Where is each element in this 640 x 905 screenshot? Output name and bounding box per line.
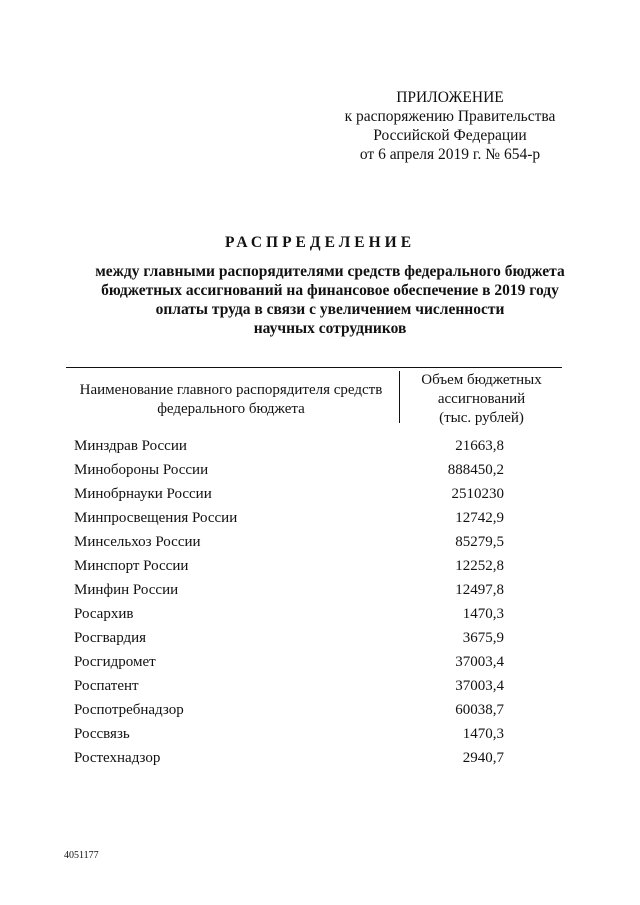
document-code: 4051177 <box>64 850 99 861</box>
document-subtitle <box>60 262 600 338</box>
appendix-date-line: от 6 апреля 2019 г. № 654-р <box>359 146 541 163</box>
row-name: Роспотребнадзор <box>74 702 184 718</box>
table-row <box>74 678 504 702</box>
subtitle-line: оплаты труда в связи с увеличением численности <box>155 301 505 318</box>
row-value: 37003,4 <box>455 654 504 670</box>
row-name: Ростехнадзор <box>74 750 161 766</box>
row-value: 1470,3 <box>462 726 504 742</box>
row-value: 2940,7 <box>462 750 504 766</box>
header-name-line: федерального бюджета <box>157 401 305 417</box>
row-name: Минфин России <box>74 582 179 598</box>
subtitle-line: бюджетных ассигнований на финансовое обеспечение в 2019 году <box>101 282 559 299</box>
row-value: 60038,7 <box>455 702 504 718</box>
row-name: Минспорт России <box>74 558 189 574</box>
row-name: Росархив <box>74 606 134 622</box>
row-value: 3675,9 <box>462 630 504 646</box>
table-row <box>74 750 504 774</box>
appendix-title: ПРИЛОЖЕНИЕ <box>396 89 504 106</box>
table-row <box>74 606 504 630</box>
row-name: Минобороны России <box>74 462 209 478</box>
row-name: Минпросвещения России <box>74 510 238 526</box>
row-name: Минздрав России <box>74 438 187 454</box>
header-value-line: (тыс. рублей) <box>439 410 524 426</box>
table-row <box>74 438 504 462</box>
appendix-block <box>300 88 600 164</box>
appendix-line: к распоряжению Правительства <box>344 108 556 125</box>
document-title: РАСПРЕДЕЛЕНИЕ <box>224 234 416 251</box>
header-divider <box>399 371 400 423</box>
row-value: 21663,8 <box>455 438 504 454</box>
row-name: Росгидромет <box>74 654 156 670</box>
table-row <box>74 534 504 558</box>
table-row <box>74 654 504 678</box>
header-value-line: ассигнований <box>437 391 526 407</box>
row-value: 2510230 <box>451 486 504 502</box>
table-row <box>74 510 504 534</box>
table-row <box>74 630 504 654</box>
table-row <box>74 582 504 606</box>
subtitle-line: между главными распорядителями средств федерального бюджета <box>95 263 565 280</box>
row-name: Роспатент <box>74 678 139 694</box>
row-value: 888450,2 <box>447 462 504 478</box>
row-value: 12497,8 <box>455 582 504 598</box>
header-value-line: Объем бюджетных <box>421 372 542 388</box>
table-row <box>74 462 504 486</box>
appendix-line: Российской Федерации <box>373 127 527 144</box>
row-name: Минобрнауки России <box>74 486 212 502</box>
table-header-rule <box>66 367 562 368</box>
header-value-cell <box>401 371 562 428</box>
header-name-line: Наименование главного распорядителя средств <box>79 382 383 398</box>
row-name: Россвязь <box>74 726 130 742</box>
header-name-cell <box>66 381 396 419</box>
row-value: 1470,3 <box>462 606 504 622</box>
row-value: 37003,4 <box>455 678 504 694</box>
row-name: Росгвардия <box>74 630 147 646</box>
table-row <box>74 726 504 750</box>
row-value: 85279,5 <box>455 534 504 550</box>
table-row <box>74 702 504 726</box>
subtitle-line: научных сотрудников <box>253 320 407 337</box>
row-name: Минсельхоз России <box>74 534 201 550</box>
row-value: 12252,8 <box>455 558 504 574</box>
row-value: 12742,9 <box>455 510 504 526</box>
table-header <box>66 371 562 433</box>
table-row <box>74 558 504 582</box>
table-body <box>74 438 504 774</box>
table-row <box>74 486 504 510</box>
